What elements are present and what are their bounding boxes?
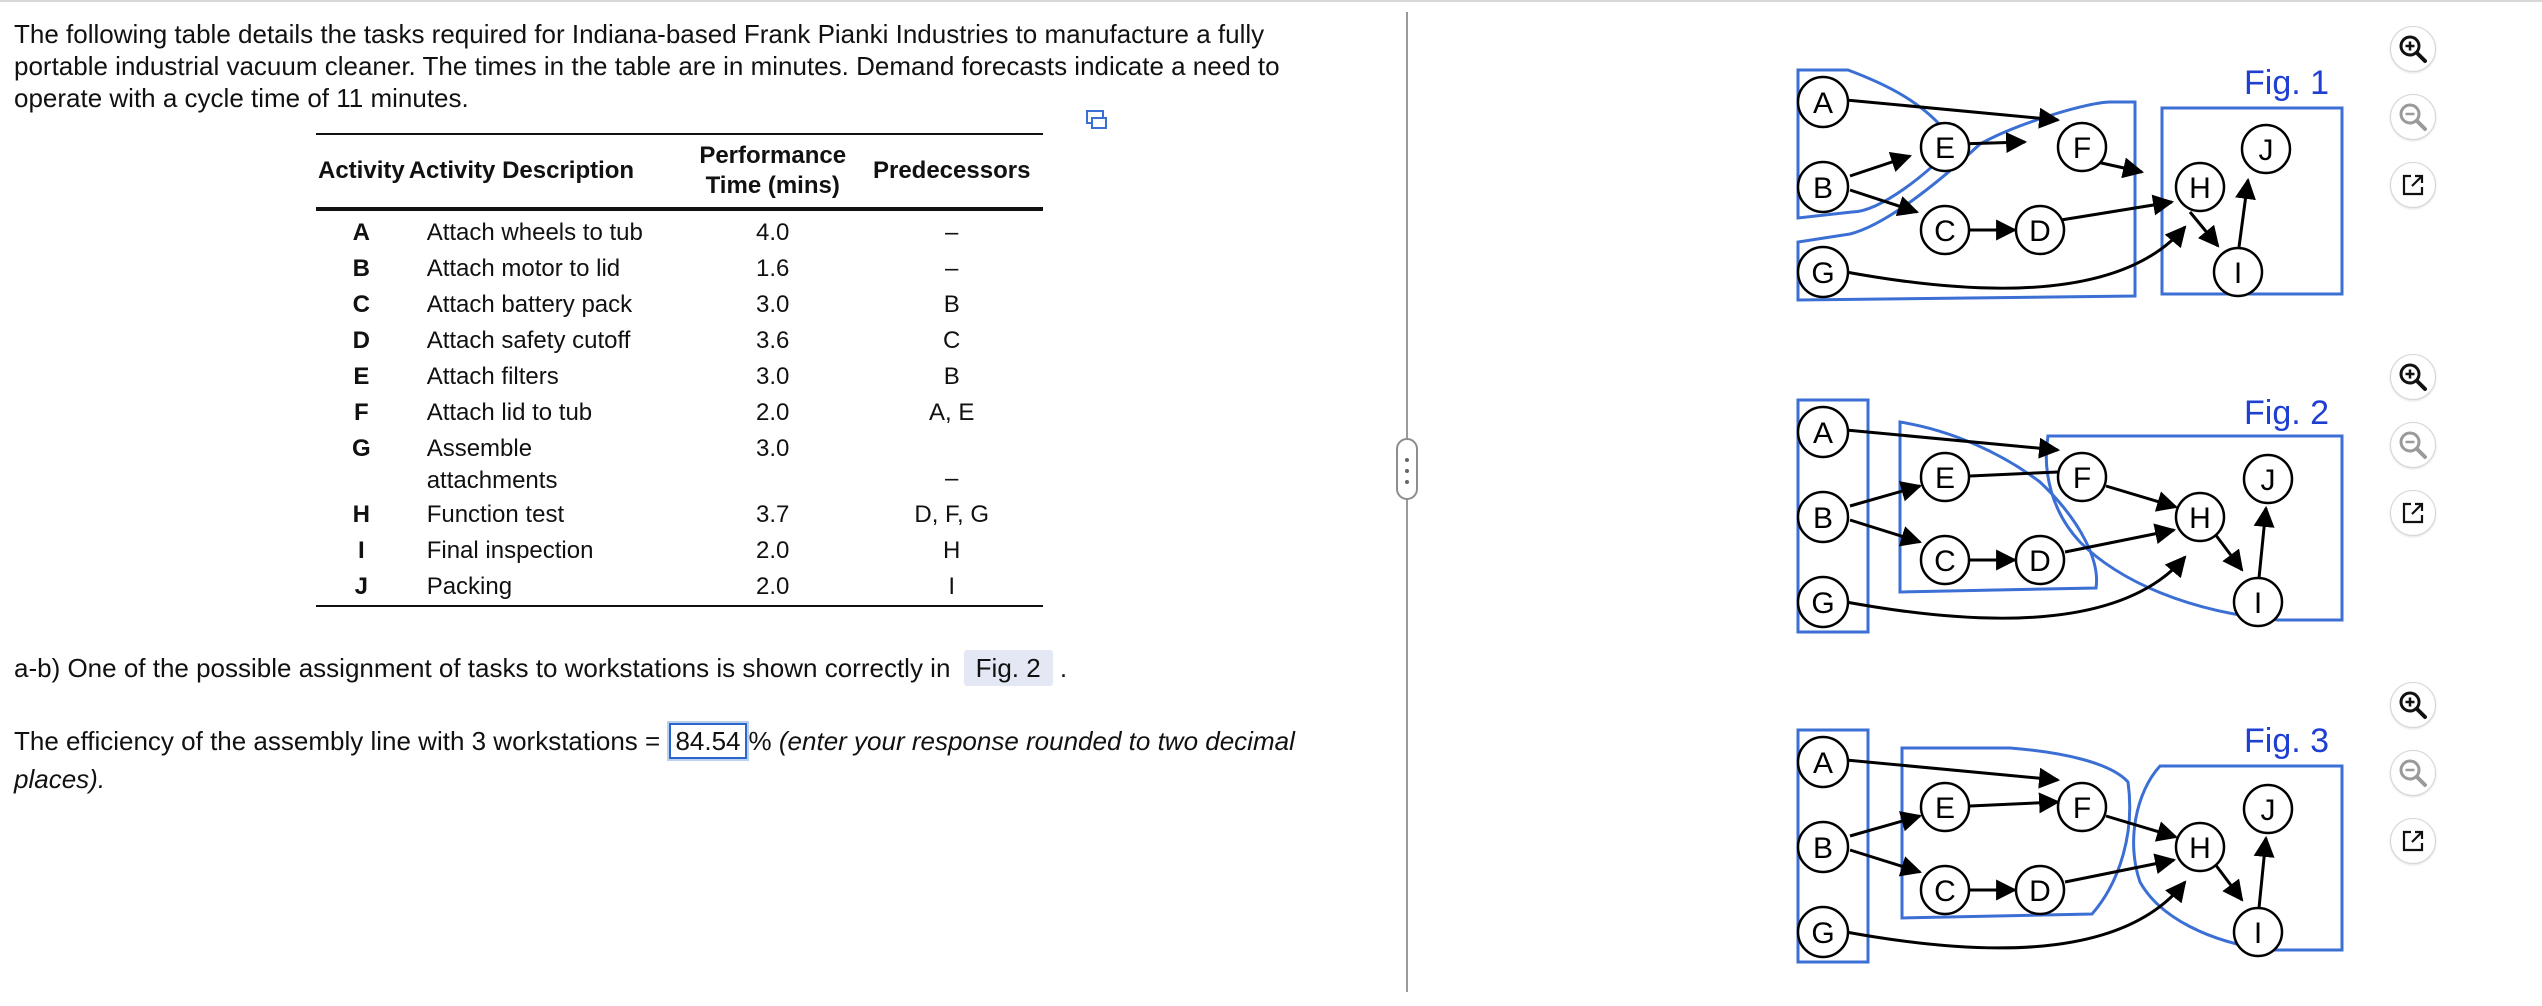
figure-2-label: Fig. 2 [2244,394,2330,432]
figure-3-label: Fig. 3 [2244,722,2330,760]
handle-dot [1405,469,1409,473]
header-time-line1: Performance [699,142,847,169]
fig1-edge-a-f [1846,100,2058,120]
svg-text:F: F [2072,132,2092,165]
figure-2 [1790,392,2350,652]
efficiency-prefix: The efficiency of the assembly line with 3 workstations = [14,726,661,756]
cell-time: 3.0 [756,291,790,318]
cell-description: Attach filters [426,363,559,390]
svg-text:H: H [2189,832,2211,865]
fig2-edge-a-f [1846,430,2058,450]
svg-text:J: J [2258,134,2274,167]
cell-description: Function test [426,501,565,528]
top-border [0,0,2542,2]
cell-predecessors: A, E [929,399,975,426]
table-row [316,287,1043,323]
fig2-edge-g-h [1846,557,2185,618]
svg-text:I: I [2233,257,2243,290]
svg-text:G: G [1811,257,1835,290]
svg-text:B: B [1812,502,1834,535]
figure-1-label: Fig. 1 [2244,64,2330,102]
fig3-edge-a-f [1846,760,2058,780]
cell-description: Attach lid to tub [426,399,593,426]
cell-description: Assemble attachments [426,435,558,494]
question-ab-text: a-b) One of the possible assignment of tasks to workstations is shown correctly in [14,653,951,683]
fig3-edge-h-i [2215,864,2242,900]
svg-text:H: H [2189,172,2211,205]
svg-text:D: D [2029,875,2051,908]
fig1-zoom-in-button[interactable] [2390,26,2436,72]
cell-activity: J [316,569,407,606]
svg-text:A: A [1812,747,1834,780]
fig2-edge-b-c [1850,520,1920,542]
fig3-zoom-in-button[interactable] [2390,682,2436,728]
svg-text:J: J [2260,464,2276,497]
cell-predecessors: – [945,219,959,246]
header-description: Activity Description [407,134,685,209]
table-row [316,209,1043,251]
percent-sign: % [748,726,772,756]
cell-description: Attach wheels to tub [426,219,643,246]
svg-text:I: I [2253,587,2263,620]
table-row [316,395,1043,431]
cell-activity: D [352,327,371,354]
cell-time: 3.0 [756,363,790,390]
svg-text:H: H [2189,502,2211,535]
cell-description: Final inspection [426,537,594,564]
panel-divider [1406,12,1408,992]
cell-description: Packing [407,569,685,606]
table-row [316,569,1043,606]
cell-activity: E [353,363,370,390]
cell-time: 1.6 [756,255,790,282]
svg-text:A: A [1812,87,1834,120]
svg-text:F: F [2072,462,2092,495]
cell-time: 2.0 [756,399,790,426]
table-row [316,431,1043,497]
fig3-edge-b-e [1850,816,1920,836]
table-row [316,359,1043,395]
cell-predecessors: – [945,465,959,492]
cell-description: Attach safety cutoff [426,327,631,354]
cell-activity: C [352,291,371,318]
cell-activity: I [358,537,365,564]
handle-dot [1405,458,1409,462]
fig1-edge-b-c [1850,190,1917,212]
open-external-icon [2400,500,2426,526]
figure-3 [1790,722,2350,982]
question-panel [14,18,1394,114]
question-ab [14,650,1067,686]
figure-1 [1790,62,2350,322]
svg-text:F: F [2072,792,2092,825]
svg-text:C: C [1934,545,1956,578]
cell-predecessors: C [943,327,961,354]
fig3-edge-i-j [2259,838,2266,908]
table-row [316,497,1043,533]
copy-icon[interactable] [1085,108,1109,134]
fig2-zoom-in-button[interactable] [2390,354,2436,400]
fig2-edge-i-j [2259,508,2266,578]
fig2-edge-b-e [1850,486,1920,506]
svg-text:E: E [1934,462,1956,495]
fig1-open-external-button[interactable] [2390,162,2436,208]
fig1-edge-h-i [2190,212,2218,246]
cell-predecessors: B [943,363,960,390]
fig3-edge-e-f [1970,802,2058,806]
svg-text:C: C [1934,875,1956,908]
svg-text:D: D [2029,215,2051,248]
open-external-icon [2400,828,2426,854]
header-time [685,134,861,209]
svg-text:I: I [2253,917,2263,950]
svg-text:D: D [2029,545,2051,578]
cell-activity: H [352,501,371,528]
cell-time: 3.6 [756,327,790,354]
zoom-out-icon [2398,758,2428,788]
fig3-open-external-button[interactable] [2390,818,2436,864]
table-row [316,533,1043,569]
table-row [316,251,1043,287]
fig2-edge-e-f [1970,472,2058,476]
question-ab-suffix: . [1059,653,1068,683]
zoom-in-icon [2398,34,2428,64]
fig3-edge-f-h [2106,816,2176,837]
zoom-out-icon [2398,430,2428,460]
zoom-in-icon [2398,362,2428,392]
fig2-zoom-out-button[interactable] [2390,422,2436,468]
svg-text:C: C [1934,215,1956,248]
svg-text:G: G [1811,917,1835,950]
zoom-in-icon [2398,690,2428,720]
cell-predecessors: B [943,291,960,318]
header-activity: Activity [316,134,407,209]
handle-dot [1405,480,1409,484]
fig1-edge-i-j [2239,180,2248,247]
svg-text:B: B [1812,832,1834,865]
fig2-edge-f-h [2106,486,2176,507]
resize-handle[interactable] [1396,438,1418,500]
cell-activity: A [352,219,371,246]
cell-time: 3.0 [756,435,790,462]
cell-predecessors: I [861,569,1043,606]
cell-description: Attach battery pack [426,291,633,318]
svg-text:E: E [1934,132,1956,165]
task-table [316,133,1043,607]
efficiency-hint: (enter your response rounded to two decimal places). [14,726,1295,794]
fig3-edge-b-c [1850,850,1920,872]
cell-activity: G [352,435,371,462]
problem-intro: The following table details the tasks required for Indiana-based Frank Pianki Industries to manufacture a fully portable industrial vacuum cleaner. The times in the table are in minutes. Demand forecasts indicate a need to operate with a cycle time of 11 minutes. [14,19,1280,113]
cell-description: Attach motor to lid [426,255,621,282]
cell-time: 2.0 [756,537,790,564]
cell-time: 2.0 [685,569,861,606]
svg-text:B: B [1812,172,1834,205]
question-efficiency [14,722,1344,798]
table-row [316,323,1043,359]
figure-3-diagram [1790,722,2350,982]
header-predecessors: Predecessors [861,134,1043,209]
svg-text:A: A [1812,417,1834,450]
fig3-zoom-out-button[interactable] [2390,750,2436,796]
svg-text:J: J [2260,794,2276,827]
cell-predecessors: – [945,255,959,282]
cell-predecessors: H [943,537,961,564]
fig1-edge-b-e [1850,156,1910,176]
cell-time: 3.7 [756,501,790,528]
fig2-open-external-button[interactable] [2390,490,2436,536]
cell-activity: B [352,255,371,282]
fig2-edge-h-i [2215,534,2242,570]
svg-text:G: G [1811,587,1835,620]
cell-activity: F [354,399,369,426]
cell-description-wrap [407,431,685,497]
fig1-edge-d-h [2061,202,2172,220]
fig1-zoom-out-button[interactable] [2390,94,2436,140]
cell-predecessors: D, F, G [914,501,990,528]
zoom-out-icon [2398,102,2428,132]
efficiency-answer-input[interactable]: 84.54 [669,723,746,759]
figure-answer-select[interactable]: Fig. 2 [964,650,1053,686]
header-time-line2: Time (mins) [705,172,840,199]
open-external-icon [2400,172,2426,198]
svg-text:E: E [1934,792,1956,825]
cell-time: 4.0 [756,219,790,246]
